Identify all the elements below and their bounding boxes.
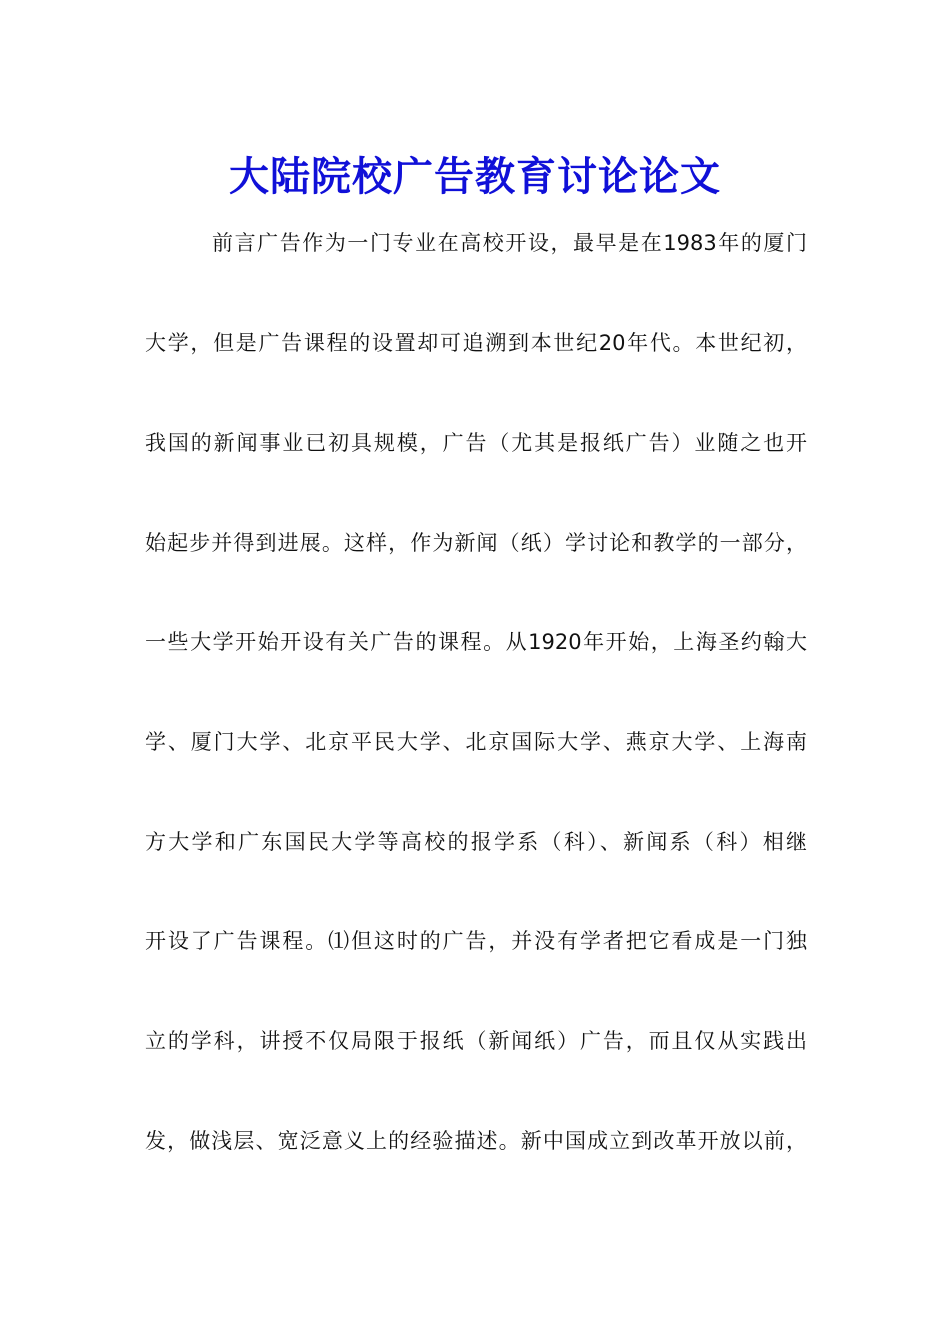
body-line-5: 一些大学开始开设有关广告的课程。从1920年开始，上海圣约翰大 xyxy=(145,630,807,654)
body-line-7: 方大学和广东国民大学等高校的报学系（科）、新闻系（科）相继 xyxy=(145,830,807,854)
body-line-6: 学、厦门大学、北京平民大学、北京国际大学、燕京大学、上海南 xyxy=(145,730,807,754)
body-line-8: 开设了广告课程。⑴但这时的广告，并没有学者把它看成是一门独 xyxy=(145,929,807,953)
body-line-2: 大学，但是广告课程的设置却可追溯到本世纪20年代。本世纪初， xyxy=(145,331,807,355)
body-line-10: 发，做浅层、宽泛意义上的经验描述。新中国成立到改革开放以前， xyxy=(145,1129,807,1153)
document-title: 大陆院校广告教育讨论论文 xyxy=(229,152,721,200)
body-line-4: 始起步并得到进展。这样，作为新闻（纸）学讨论和教学的一部分， xyxy=(145,531,807,555)
body-line-1: 前言广告作为一门专业在高校开设，最早是在1983年的厦门 xyxy=(212,231,807,255)
body-line-3: 我国的新闻事业已初具规模，广告（尤其是报纸广告）业随之也开 xyxy=(145,431,807,455)
body-line-9: 立的学科，讲授不仅局限于报纸（新闻纸）广告，而且仅从实践出 xyxy=(145,1029,807,1053)
